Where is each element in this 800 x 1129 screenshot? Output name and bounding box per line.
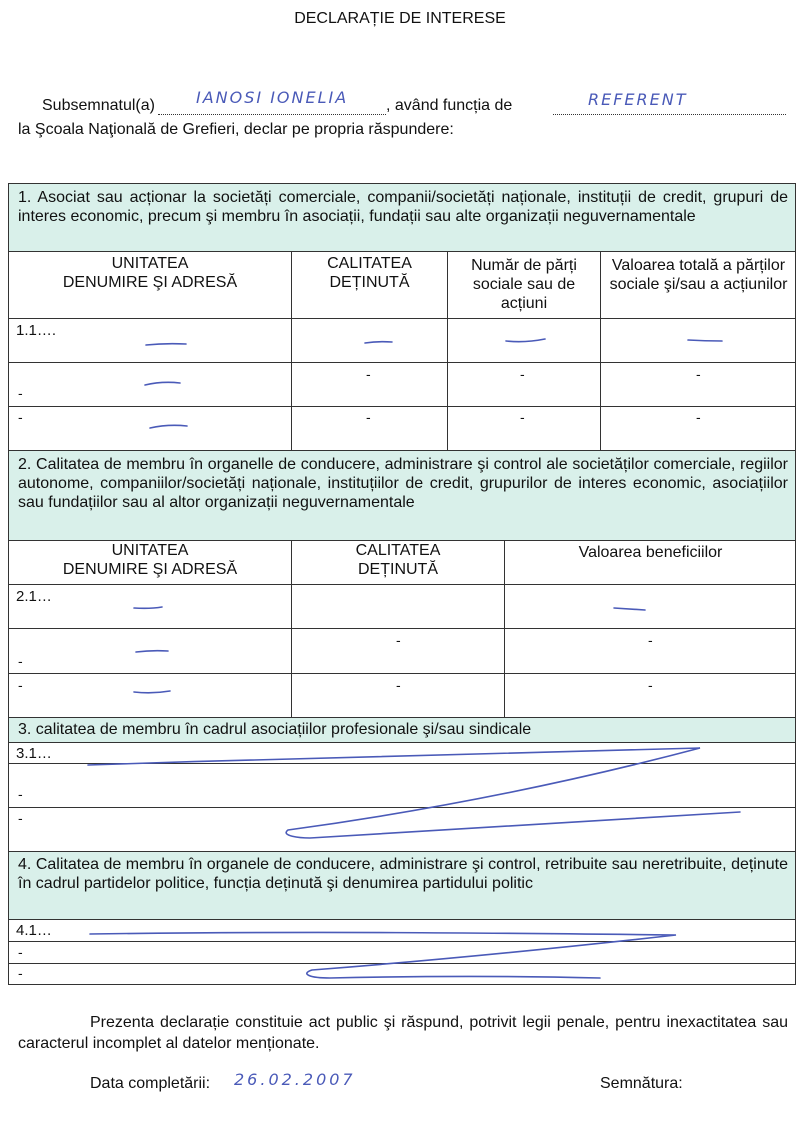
section1-heading: 1. Asociat sau acționar la societăți comerciale, companii/societăți naționale, instituții de credit, grupuri de interes economic, precum şi membru în asociații, fundații sau alte organizații neguvernamentale xyxy=(18,189,788,225)
intro-middle: , având funcția de xyxy=(386,97,513,114)
s4-row2-dash: - xyxy=(18,944,23,960)
pen-dash-s2r1c3 xyxy=(614,608,645,610)
s1-col-valoarea: Valoarea totală a părților sociale şi/sau a acțiunilor xyxy=(609,257,788,293)
date-label: Data completării: xyxy=(90,1075,211,1092)
s2-col-unitatea: UNITATEA DENUMIRE ŞI ADRESĂ xyxy=(62,542,238,578)
s1-r3c3-dash: - xyxy=(520,409,525,425)
declarant-function: REFERENT xyxy=(588,90,688,109)
s2-r2c3-dash: - xyxy=(648,632,653,648)
pen-dash-s1r1c4 xyxy=(688,340,722,341)
s4-row3-dash: - xyxy=(18,965,23,981)
pen-zigzag-section4 xyxy=(90,932,676,978)
s2-col-calitatea: CALITATEA DEȚINUTĂ xyxy=(355,542,441,578)
s2-r3c3-dash: - xyxy=(648,677,653,693)
s3-row1-label: 3.1… xyxy=(16,745,52,762)
pen-dash-s1r1c1 xyxy=(146,344,186,345)
pen-dash-s2r3c1 xyxy=(134,691,170,693)
section3-heading: 3. calitatea de membru în cadrul asociațiilor profesionale şi/sau sindicale xyxy=(18,721,532,738)
intro-line2: la Şcoala Naţională de Grefieri, declar pe propria răspundere: xyxy=(18,121,454,138)
s2-col-valoarea: Valoarea beneficiilor xyxy=(578,544,723,561)
s4-row1-label: 4.1… xyxy=(16,922,52,939)
s1-r2c3-dash: - xyxy=(520,366,525,382)
s1-col-numar: Număr de părți sociale sau de acțiuni xyxy=(471,257,577,312)
s1-row2-dash: - xyxy=(18,385,23,401)
date-value: 26.02.2007 xyxy=(234,1070,356,1089)
pen-dash-s2r2c1 xyxy=(136,651,168,652)
pen-zigzag-section3 xyxy=(88,748,740,838)
pen-dash-s1r1c3 xyxy=(506,339,545,342)
pen-dash-s2r1c1 xyxy=(134,607,162,608)
intro-prefix: Subsemnatul(a) xyxy=(42,97,155,114)
section2-heading: 2. Calitatea de membru în organelle de conducere, administrare şi control ale societăților comerciale, regiilor autonome, companiilor/societăți naționale, instituțiilor de credit, grupurilor de interes economic, asociațiilor sau fundațiilor sau al altor organizații neguvernamentale xyxy=(18,456,788,511)
s1-r3c2-dash: - xyxy=(366,409,371,425)
s1-r2c2-dash: - xyxy=(366,366,371,382)
s2-r2c2-dash: - xyxy=(396,632,401,648)
s1-r2c4-dash: - xyxy=(696,366,701,382)
document-title: DECLARAȚIE DE INTERESE xyxy=(294,10,506,27)
s1-col-calitatea: CALITATEA DEȚINUTĂ xyxy=(327,255,412,291)
pen-dash-s1r1c2 xyxy=(365,342,392,343)
section4-heading: 4. Calitatea de membru în organele de conducere, administrare şi control, retribuite sau neretribuite, deținute în cadrul partidelor politice, funcția deținută şi denumirea partidului politic xyxy=(18,856,788,892)
s2-r3c2-dash: - xyxy=(396,677,401,693)
s1-col-unitatea: UNITATEA DENUMIRE ŞI ADRESĂ xyxy=(62,255,238,291)
s1-row1-label: 1.1…. xyxy=(16,322,57,339)
signature-label: Semnătura: xyxy=(600,1075,683,1092)
declarant-name: IANOSI IONELIA xyxy=(196,88,349,107)
footer-statement: Prezenta declarație constituie act public şi răspund, potrivit legii penale, pentru inexactitatea sau caracterul incomplet al datelor menționate. xyxy=(18,1014,788,1052)
s1-r3c4-dash: - xyxy=(696,409,701,425)
pen-dash-s1r2c1 xyxy=(145,382,180,385)
pen-dash-s1r3c1 xyxy=(150,425,187,428)
s1-row3-dash: - xyxy=(18,409,23,425)
s2-row2-dash: - xyxy=(18,653,23,669)
s3-row2-dash: - xyxy=(18,786,23,802)
s2-row3-dash: - xyxy=(18,677,23,693)
s3-row3-dash: - xyxy=(18,810,23,826)
s2-row1-label: 2.1… xyxy=(16,588,52,605)
